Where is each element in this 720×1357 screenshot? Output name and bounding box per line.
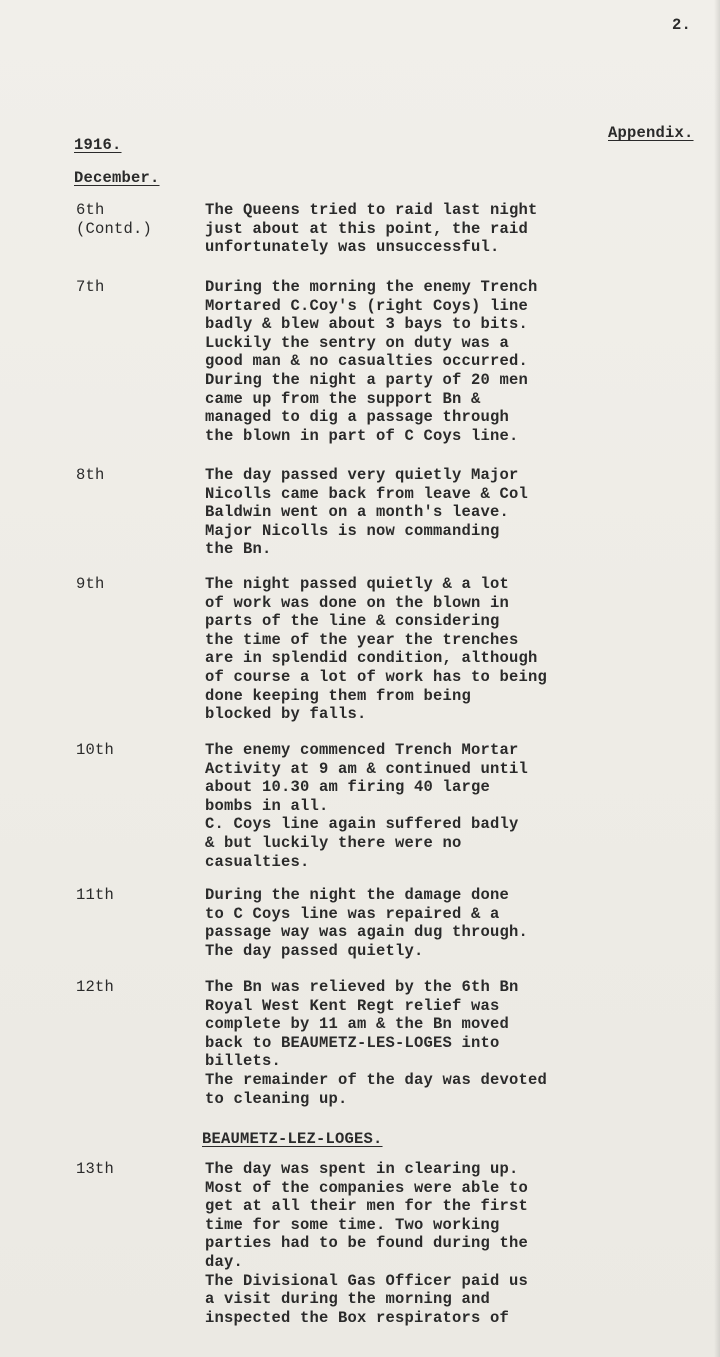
entry-text: The Bn was relieved by the 6th Bn Royal West Kent Regt relief was complete by 11 am & the Bn moved back to BEAUMETZ-LES-LOGES into billets. The remainder of the day was devoted to cleaning up.	[205, 978, 548, 1108]
entry-date: 13th	[76, 1160, 115, 1178]
entry-text: The day was spent in clearing up. Most of the companies were able to get at all their men for the first time for some time. Two working parties had to be found during the day. The Divisional Gas Officer paid us a visit during the morning and inspected the Box respirators of	[205, 1160, 529, 1327]
entry-text: The Queens tried to raid last night just about at this point, the raid unfortunately was unsuccessful.	[205, 201, 538, 257]
entry-date: 9th	[76, 575, 105, 593]
appendix-heading: Appendix.	[608, 124, 694, 142]
entry-date: 11th	[76, 886, 115, 904]
entry-text: During the night the damage done to C Coys line was repaired & a passage way was again dug through. The day passed quietly.	[205, 886, 529, 960]
place-heading: BEAUMETZ-LEZ-LOGES.	[202, 1130, 383, 1148]
entry-text: During the morning the enemy Trench Mortared C.Coy's (right Coys) line badly & blew about 3 bays to bits. Luckily the sentry on duty was a good man & no casualties occurred. During the night a party of 20 men came up from the support Bn & managed to dig a passage through the blown in part of C Coys line.	[205, 278, 538, 445]
entry-date: 10th	[76, 741, 115, 759]
entry-text: The enemy commenced Trench Mortar Activity at 9 am & continued until about 10.30 am firing 40 large bombs in all. C. Coys line again suffered badly & but luckily there were no casualties.	[205, 741, 529, 871]
entry-date: 6th (Contd.)	[76, 201, 153, 238]
year-heading: 1916.	[74, 136, 122, 154]
entry-text: The day passed very quietly Major Nicolls came back from leave & Col Baldwin went on a month's leave. Major Nicolls is now commanding the Bn.	[205, 466, 529, 559]
entry-date: 12th	[76, 978, 115, 996]
page-number: 2.	[672, 16, 692, 34]
entry-date: 7th	[76, 278, 105, 296]
month-heading: December.	[74, 169, 160, 187]
entry-date: 8th	[76, 466, 105, 484]
page-edge-shadow	[714, 0, 720, 1357]
entry-text: The night passed quietly & a lot of work was done on the blown in parts of the line & considering the time of the year the trenches are in splendid condition, although of course a lot of work has to being done keeping them from being blocked by falls.	[205, 575, 548, 724]
